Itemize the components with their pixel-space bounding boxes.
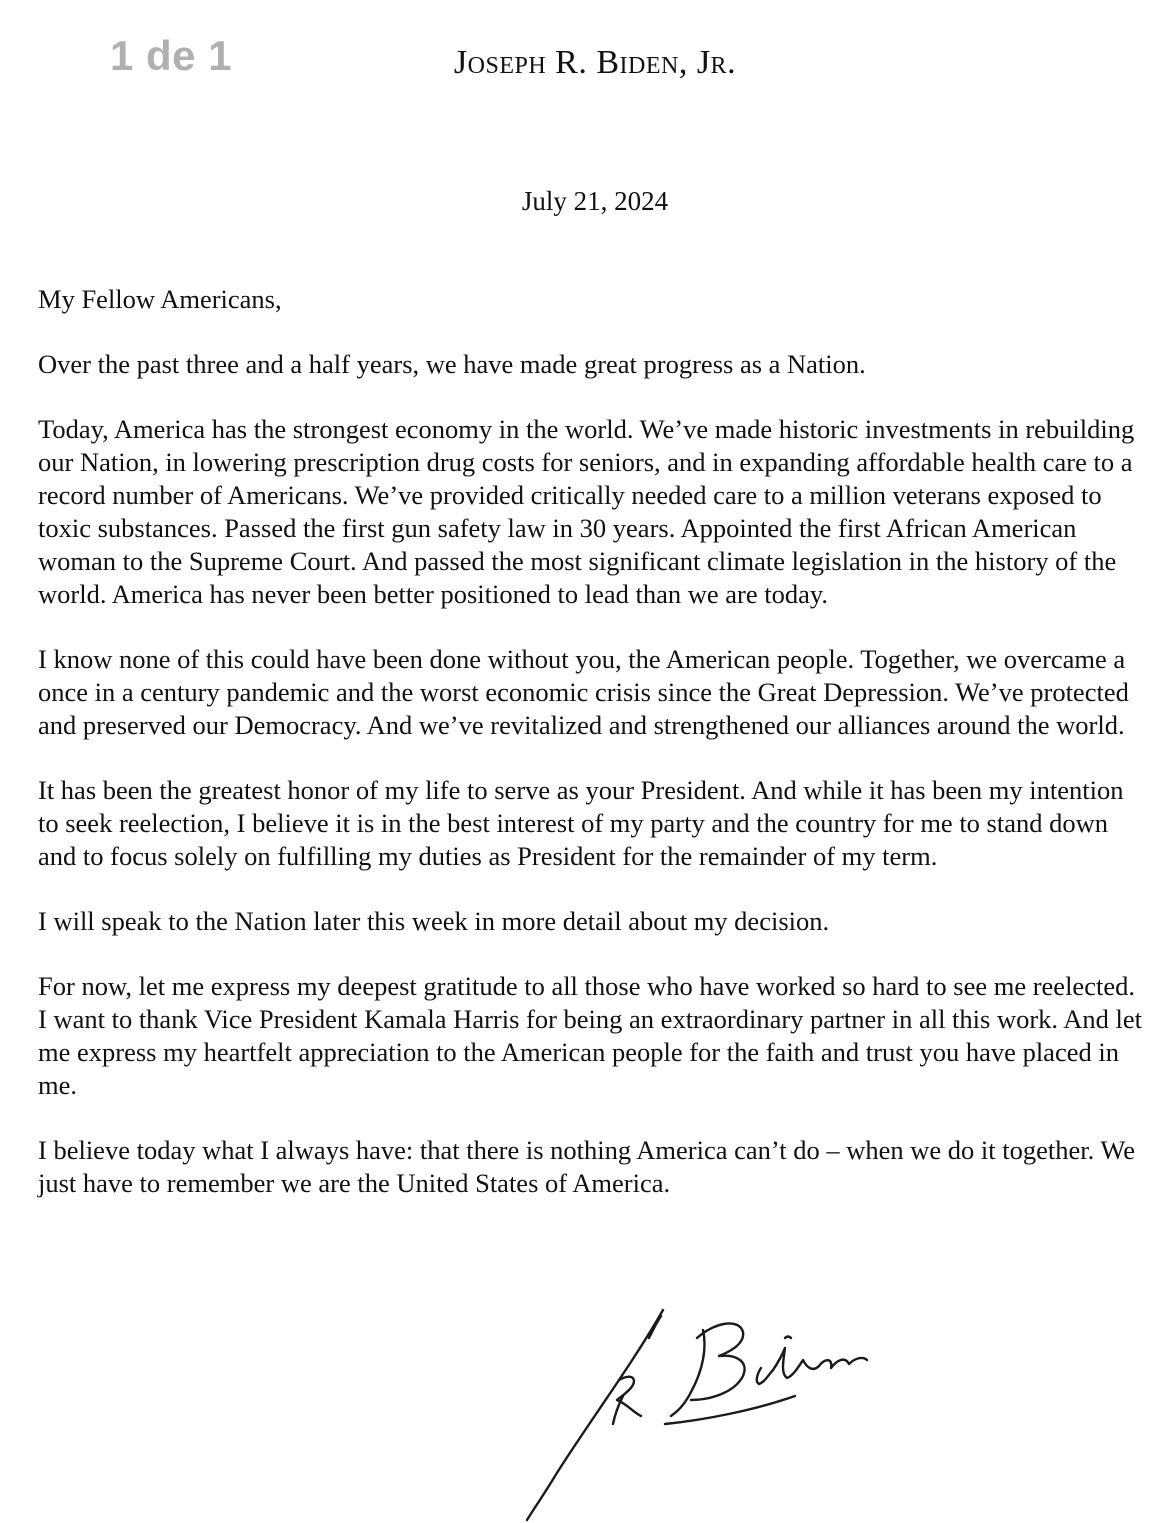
paragraph: I will speak to the Nation later this week in more detail about my decision. (38, 906, 830, 936)
letter-body (38, 283, 1148, 1232)
paragraph: I believe today what I always have: that there is nothing America can’t do – when we do it together. We just have to remember we are the United States of America. (38, 1135, 1136, 1198)
paragraph: Today, America has the strongest economy in the world. We’ve made historic investments in rebuilding our Nation, in lowering prescription drug costs for seniors, and in expanding affordable health care to a record number of Americans. We’ve provided critically needed care to a million veterans exposed to toxic substances. Passed the first gun safety law in 30 years. Appointed the first African American woman to the Supreme Court. And passed the most significant climate legislation in the history of the world. America has never been better positioned to lead than we are today. (38, 414, 1135, 609)
paragraph: For now, let me express my deepest gratitude to all those who have worked so hard to see me reelected. I want to thank Vice President Kamala Harris for being an extraordinary partner in all this work. And let me express my heartfelt appreciation to the American people for the faith and trust you have placed in me. (38, 971, 1142, 1100)
page-indicator: 1 de 1 (110, 32, 233, 79)
letterhead: Joseph R. Biden, Jr. (453, 44, 737, 81)
paragraph: It has been the greatest honor of my life to serve as your President. And while it has been my intention to seek reelection, I believe it is in the best interest of my party and the country for me to stand down and to focus solely on fulfilling my duties as President for the remainder of my term. (38, 775, 1124, 871)
letter-date: July 21, 2024 (521, 186, 669, 216)
paragraph: I know none of this could have been done without you, the American people. Together, we overcame a once in a century pandemic and the worst economic crisis since the Great Depression. We’ve protected and preserved our Democracy. And we’ve revitalized and strengthened our alliances around the world. (38, 644, 1129, 740)
salutation: My Fellow Americans, (38, 284, 282, 314)
handwritten-signature (515, 1308, 895, 1523)
paragraph: Over the past three and a half years, we have made great progress as a Nation. (38, 349, 866, 379)
